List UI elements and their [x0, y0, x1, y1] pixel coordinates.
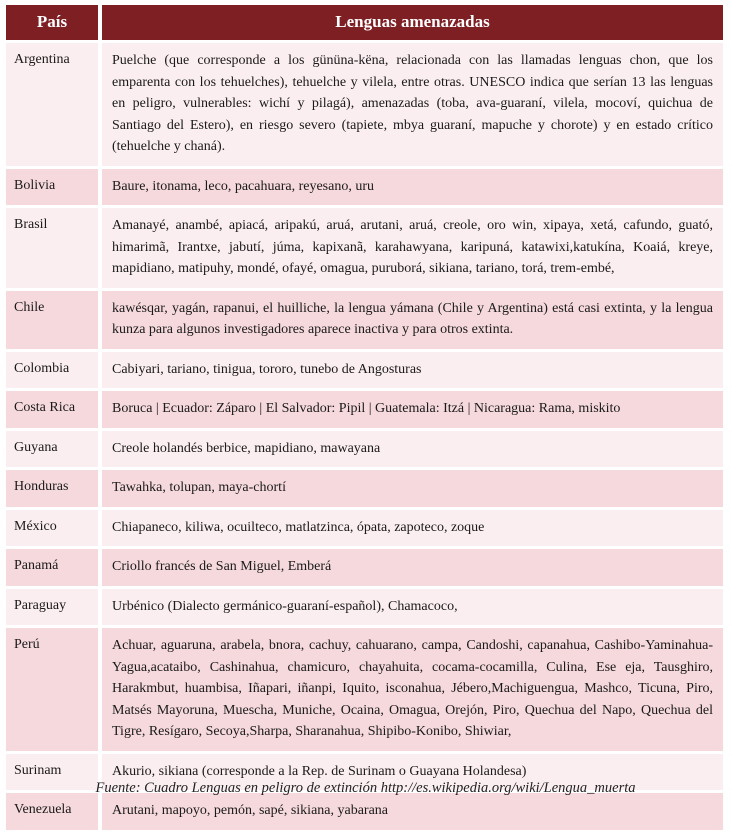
country-cell: Paraguay	[6, 589, 98, 626]
table-row	[6, 510, 723, 547]
languages-cell: Criollo francés de San Miguel, Emberá	[102, 549, 723, 586]
table-row	[6, 391, 723, 428]
table-row	[6, 793, 723, 830]
header-languages: Lenguas amenazadas	[102, 5, 723, 40]
country-cell: Brasil	[6, 208, 98, 288]
table-row	[6, 291, 723, 349]
languages-cell: Urbénico (Dialecto germánico-guaraní-español), Chamacoco,	[102, 589, 723, 626]
table-row	[6, 470, 723, 507]
languages-cell: Boruca | Ecuador: Záparo | El Salvador: Pipil | Guatemala: Itzá | Nicaragua: Rama, miskito	[102, 391, 723, 428]
country-cell: Surinam	[6, 754, 98, 791]
languages-cell: Chiapaneco, kiliwa, ocuilteco, matlatzinca, ópata, zapoteco, zoque	[102, 510, 723, 547]
languages-cell: Creole holandés berbice, mapidiano, mawayana	[102, 431, 723, 468]
languages-cell: Cabiyari, tariano, tinigua, tororo, tunebo de Angosturas	[102, 352, 723, 389]
languages-cell: kawésqar, yagán, rapanui, el huilliche, la lengua yámana (Chile y Argentina) está casi extinta, y la lengua kunza para algunos investigadores aparece inactiva y para otros extinta.	[102, 291, 723, 349]
languages-cell: Tawahka, tolupan, maya-chortí	[102, 470, 723, 507]
table-row	[6, 628, 723, 751]
country-cell: Guyana	[6, 431, 98, 468]
country-cell: Panamá	[6, 549, 98, 586]
country-cell: Perú	[6, 628, 98, 751]
country-cell: Honduras	[6, 470, 98, 507]
country-cell: Venezuela	[6, 793, 98, 830]
table-row	[6, 431, 723, 468]
table-row	[6, 589, 723, 626]
table-row	[6, 169, 723, 206]
country-cell: Argentina	[6, 43, 98, 166]
table-header-row	[6, 5, 723, 40]
table-row	[6, 549, 723, 586]
country-cell: Colombia	[6, 352, 98, 389]
country-cell: Costa Rica	[6, 391, 98, 428]
languages-cell: Baure, itonama, leco, pacahuara, reyesano, uru	[102, 169, 723, 206]
source-caption: Fuente: Cuadro Lenguas en peligro de extinción http://es.wikipedia.org/wiki/Lengua_muerta	[95, 780, 636, 796]
languages-cell: Amanayé, anambé, apiacá, aripakú, aruá, arutani, aruá, creole, oro win, xipaya, xetá, cafundo, guató, himarimã, Irantxe, jabutí, júma, kapixanã, karahawyana, karipuná, katawixi,katukína, Koaiá, kreye, mapidiano, matipuhy, mondé, ofayé, omagua, puruborá, sikiana, tariano, torá, trem-embé,	[102, 208, 723, 288]
country-cell: Bolivia	[6, 169, 98, 206]
languages-cell: Achuar, aguaruna, arabela, bnora, cachuy, cahuarano, campa, Candoshi, capanahua, Cashibo-Yaminahua-Yagua,acataibo, Cashinahua, chamicuro, chayahuita, cocama-cocamilla, Culina, Ese eja, Tausghiro, Harakmbut, huambisa, Iñapari, iñanpi, Iquito, isconahua, Jébero,Machiguengua, Mashco, Ticuna, Piro, Matsés Mayoruna, Muescha, Muniche, Ocaina, Omagua, Orejón, Piro, Quechua del Napo, Quechua del Tigre, Resígaro, Secoya,Sharpa, Sharanahua, Shipibo-Konibo, Shiwiar,	[102, 628, 723, 751]
languages-cell: Puelche (que corresponde a los gününa-këna, relacionada con las llamadas lenguas chon, que los emparenta con los tehuelches), tehuelche y vilela, entre otras. UNESCO indica que serían 13 las lenguas en peligro, vulnerables: wichí y pilagá), amenazadas (toba, ava-guaraní, vilela, mocoví, quichua de Santiago del Estero), en riesgo severo (tapiete, mbya guaraní, mapuche y chorote) y en estado crítico (tehuelche y chaná).	[102, 43, 723, 166]
languages-cell: Arutani, mapoyo, pemón, sapé, sikiana, yabarana	[102, 793, 723, 830]
country-cell: México	[6, 510, 98, 547]
header-country: País	[6, 5, 98, 40]
country-cell: Chile	[6, 291, 98, 349]
table-row	[6, 43, 723, 166]
table-row	[6, 352, 723, 389]
languages-cell: Akurio, sikiana (corresponde a la Rep. de Surinam o Guayana Holandesa)	[102, 754, 723, 791]
table-row	[6, 208, 723, 288]
endangered-languages-table	[6, 5, 723, 833]
